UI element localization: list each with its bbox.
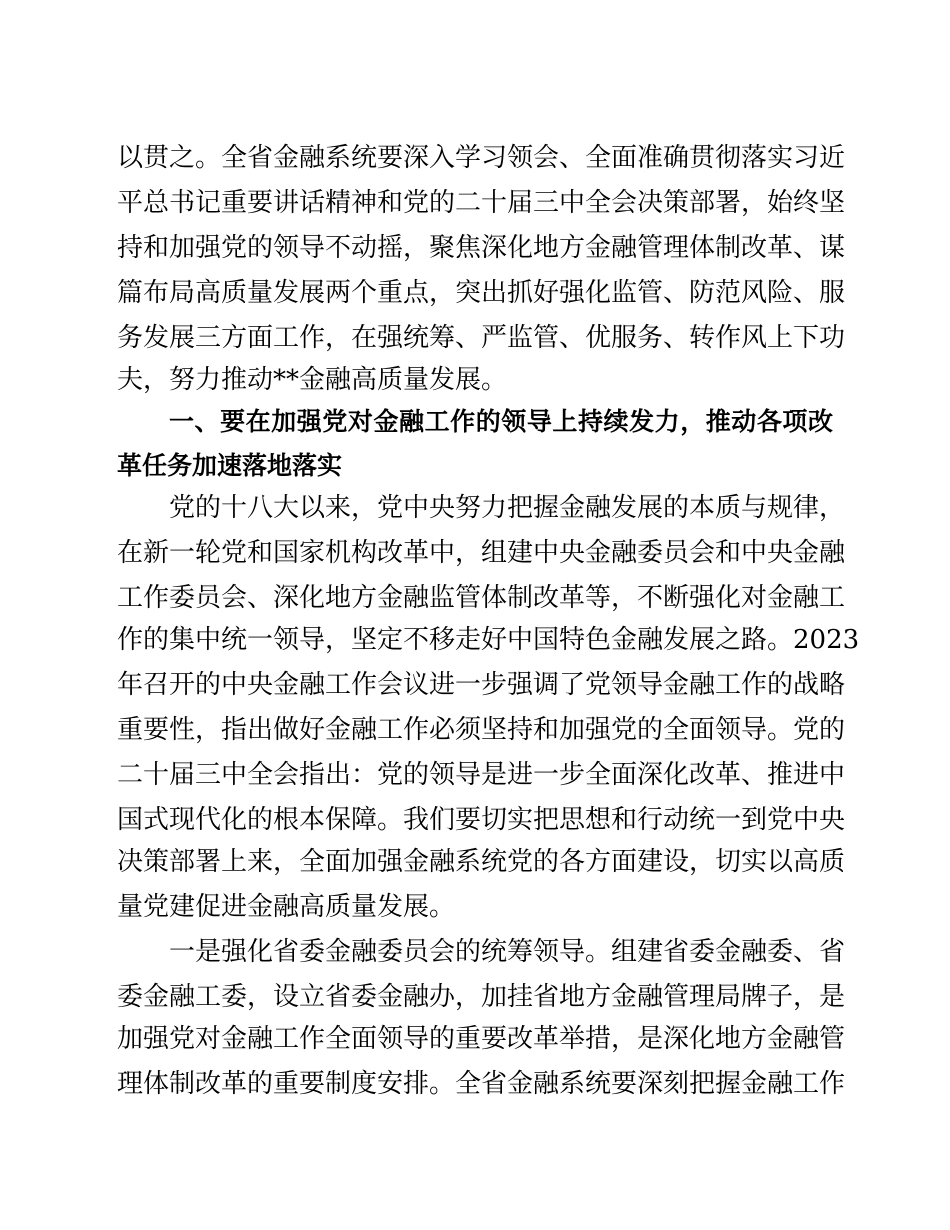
para3-line-3: 加强党对金融工作全面领导的重要改革举措，是深化地方金融管 (117, 1024, 846, 1054)
para2-line-9: 决策部署上来，全面加强金融系统党的各方面建设，切实以高质 (117, 847, 846, 877)
para2-line-3: 工作委员会、深化地方金融监管体制改革等，不断强化对金融工 (117, 583, 846, 613)
para2-line-1: 党的十八大以来，党中央努力把握金融发展的本质与规律， (169, 493, 846, 523)
para2-line-10: 量党建促进金融高质量发展。 (117, 892, 456, 922)
para2-line-8: 国式现代化的根本保障。我们要切实把思想和行动统一到党中央 (117, 805, 846, 835)
para2-line-5: 年召开的中央金融工作会议进一步强调了党领导金融工作的战略 (117, 670, 846, 700)
para2-line-4: 作的集中统一领导，坚定不移走好中国特色金融发展之路。2023 (117, 625, 860, 655)
para3-line-1: 一是强化省委金融委员会的统筹领导。组建省委金融委、省 (169, 937, 846, 967)
intro-line-2: 平总书记重要讲话精神和党的二十届三中全会决策部署，始终坚 (117, 188, 846, 218)
intro-line-4: 篇布局高质量发展两个重点，突出抓好强化监管、防范风险、服 (117, 278, 846, 308)
intro-line-3: 持和加强党的领导不动摇，聚焦深化地方金融管理体制改革、谋 (117, 233, 846, 263)
intro-line-6: 夫，努力推动**金融高质量发展。 (117, 365, 508, 395)
para3-line-4: 理体制改革的重要制度安排。全省金融系统要深刻把握金融工作 (117, 1069, 846, 1099)
intro-line-1: 以贯之。全省金融系统要深入学习领会、全面准确贯彻落实习近 (117, 143, 846, 173)
para2-line-7: 二十届三中全会指出：党的领导是进一步全面深化改革、推进中 (117, 760, 846, 790)
intro-line-5: 务发展三方面工作，在强统筹、严监管、优服务、转作风上下功 (117, 323, 846, 353)
section-heading-line-2: 革任务加速落地落实 (117, 451, 343, 480)
para2-line-2: 在新一轮党和国家机构改革中，组建中央金融委员会和中央金融 (117, 538, 846, 568)
section-heading-line-1: 一、要在加强党对金融工作的领导上持续发力，推动各项改 (169, 407, 833, 436)
para2-line-6: 重要性，指出做好金融工作必须坚持和加强党的全面领导。党的 (117, 715, 846, 745)
para3-line-2: 委金融工委，设立省委金融办，加挂省地方金融管理局牌子，是 (117, 982, 846, 1012)
